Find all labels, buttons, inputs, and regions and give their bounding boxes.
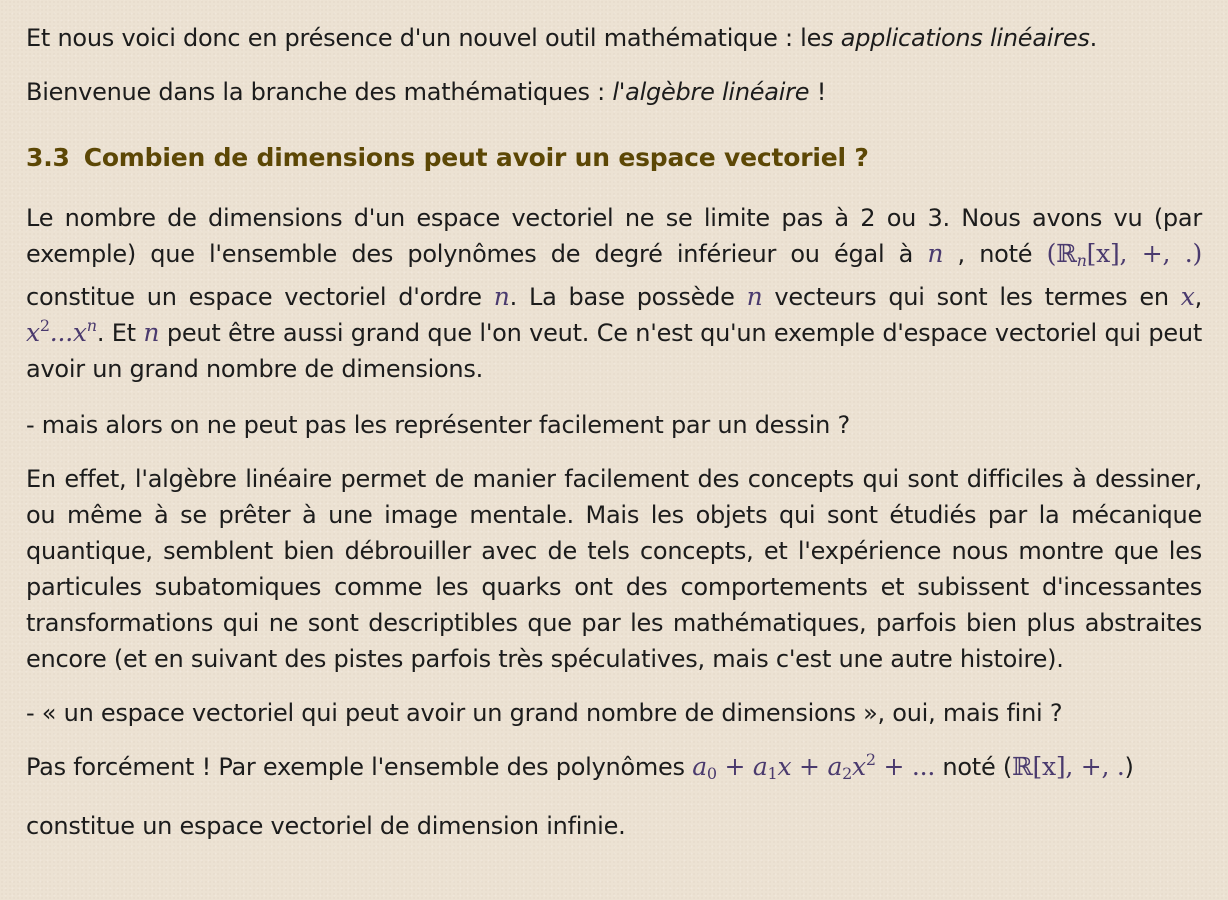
math-polynomial-series: $a_0 + a_1x + a_2x^2$ + ...: [692, 750, 936, 783]
paragraph-dimensions: [26, 200, 1202, 387]
intro-punctuation: .: [1089, 24, 1097, 52]
math-x: x: [1180, 282, 1195, 311]
question-drawing: - mais alors on ne peut pas les représenter facilement par un dessin ?: [26, 411, 850, 439]
text-run: ,: [1194, 283, 1203, 311]
intro-emphasis: s applications linéaires: [821, 24, 1090, 52]
math-powers: $x^2...x^n$: [26, 316, 97, 347]
text-run: Pas forcément ! Par exemple l'ensemble des polynômes: [26, 753, 693, 781]
question-finite: - « un espace vectoriel qui peut avoir un grand nombre de dimensions », oui, mais fini ?: [26, 699, 1063, 727]
document-page: [26, 20, 1202, 844]
math-n: n: [143, 318, 160, 347]
intro-line-1: [26, 20, 1202, 56]
text-run: constitue un espace vectoriel d'ordre: [26, 283, 494, 311]
math-n: n: [927, 239, 944, 268]
section-title: Combien de dimensions peut avoir un espace vectoriel ?: [83, 143, 869, 172]
text-run: vecteurs qui sont les termes en: [762, 283, 1181, 311]
text-run: noté (: [935, 753, 1012, 781]
math-n: n: [746, 282, 763, 311]
intro-text: Bienvenue dans la branche des mathématiques :: [26, 78, 613, 106]
intro-line-2: [26, 74, 1202, 110]
intro-text: Et nous voici donc en présence d'un nouvel outil mathématique : le: [26, 24, 822, 52]
text-run: peut être aussi grand que l'on veut. Ce n'est qu'un exemple d'espace vectoriel qui peut avoir un grand nombre de dimensions.: [26, 319, 1202, 383]
math-polynomial-space: (ℝ$_n$[x], +, .): [1046, 239, 1202, 270]
math-n: n: [493, 282, 510, 311]
intro-punctuation: !: [809, 78, 827, 106]
text-run: Le nombre de dimensions d'un espace vectoriel ne se limite pas à 2 ou 3. Nous avons vu (par exemple) que l'ensemble des polynômes de degré inférieur ou égal à: [26, 204, 1202, 268]
section-number: 3.3: [26, 143, 70, 172]
paragraph-infinite-example: [26, 749, 1202, 792]
section-heading: [26, 140, 1202, 176]
text-run: ): [1124, 753, 1134, 781]
intro-emphasis: l'algèbre linéaire: [612, 78, 810, 106]
text-run: , noté: [943, 240, 1047, 268]
text-run: . Et: [96, 319, 144, 347]
text-run: . La base possède: [509, 283, 747, 311]
paragraph-linear-algebra: En effet, l'algèbre linéaire permet de manier facilement des concepts qui sont difficiles à dessiner, ou même à se prêter à une image mentale. Mais les objets qui sont étudiés par la mécanique quantique, semblent bien débrouiller avec de tels concepts, et l'expérience nous montre que les particules subatomiques comme les quarks ont des comportements et subissent d'incessantes transformations qui ne sont descriptibles que par les mathématiques, parfois bien plus abstraites encore (et en suivant des pistes parfois très spéculatives, mais c'est une autre histoire).: [26, 465, 1202, 673]
paragraph-conclusion: constitue un espace vectoriel de dimension infinie.: [26, 812, 626, 840]
math-real-polynomials: ℝ[x], +, .: [1011, 752, 1125, 781]
